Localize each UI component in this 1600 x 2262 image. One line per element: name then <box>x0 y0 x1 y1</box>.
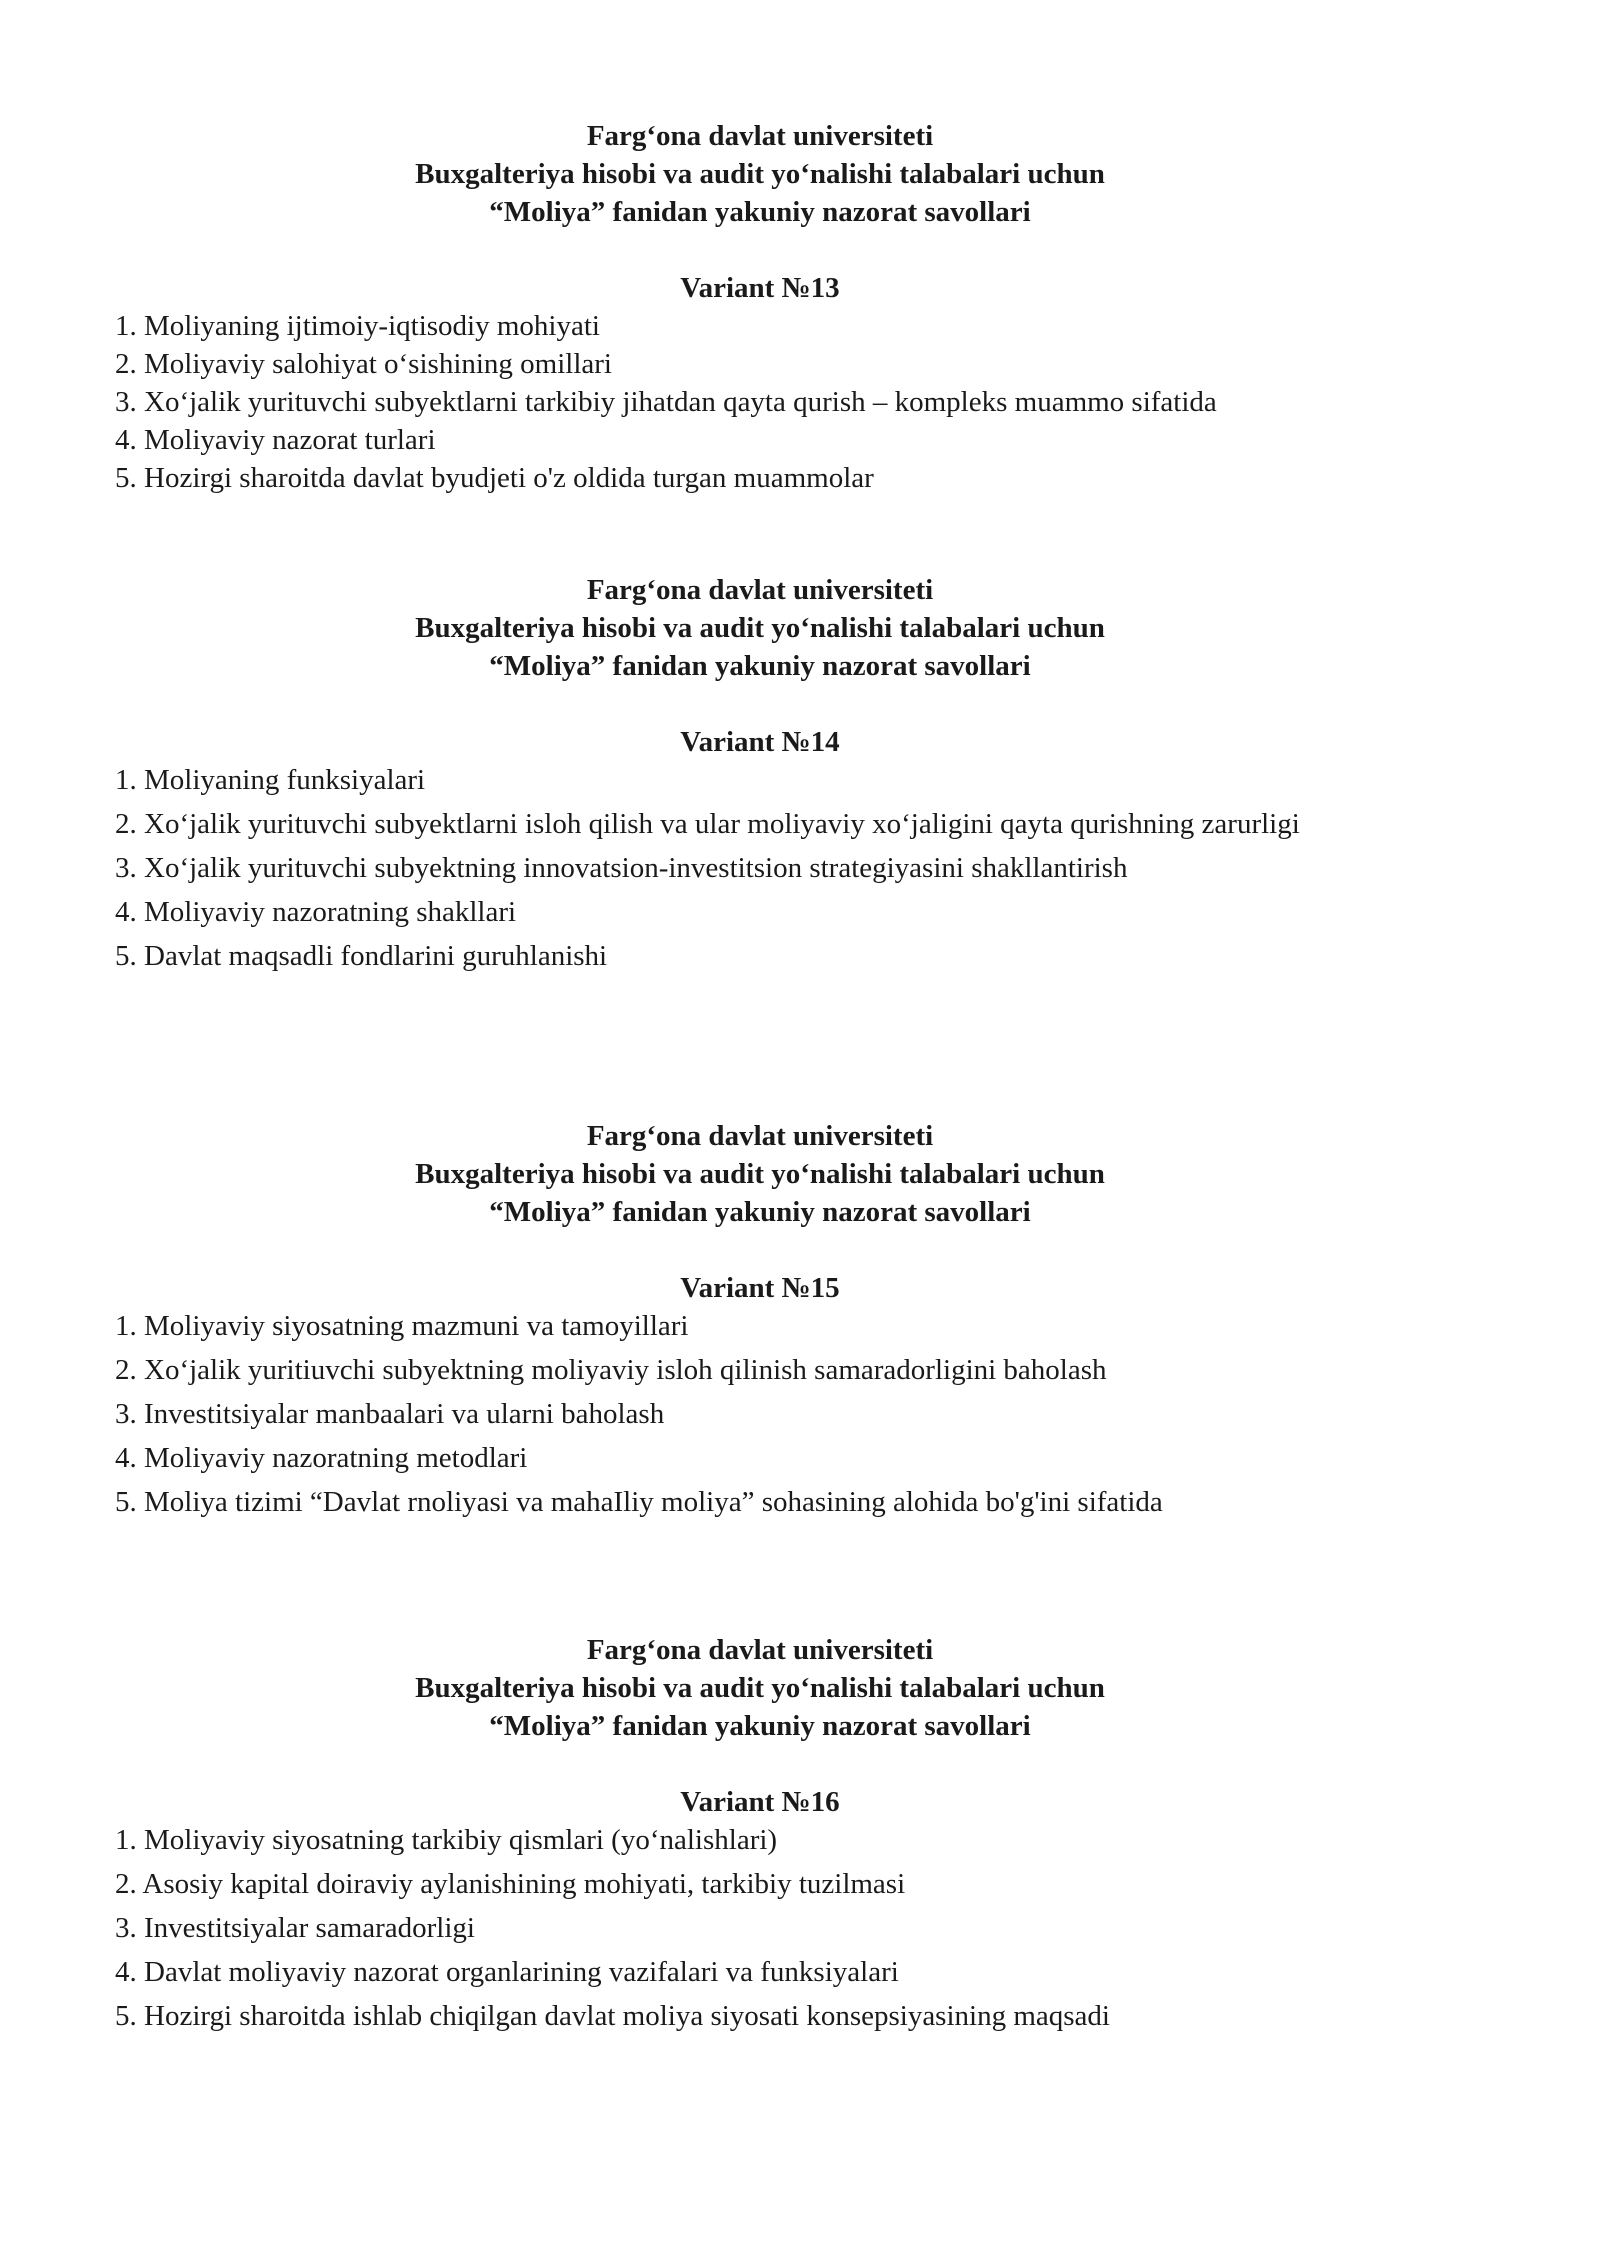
variant-section-13 <box>115 117 1535 497</box>
question-item: 3. Xo‘jalik yurituvchi subyektning innovatsion-investitsion strategiyasini shakllantirish <box>115 852 1128 884</box>
question-item: 3. Investitsiyalar manbaalari va ularni baholash <box>115 1398 665 1430</box>
question-item: 5. Hozirgi sharoitda davlat byudjeti o'z oldida turgan muammolar <box>115 462 874 494</box>
variant-title: Variant №15 <box>680 1272 840 1304</box>
variant-title: Variant №13 <box>680 272 840 304</box>
exam-title: “Moliya” fanidan yakuniy nazorat savollari <box>489 1710 1031 1742</box>
question-item: 5. Hozirgi sharoitda ishlab chiqilgan davlat moliya siyosati konsepsiyasining maqsadi <box>115 2000 1110 2032</box>
program-line: Buxgalteriya hisobi va audit yo‘nalishi talabalari uchun <box>415 612 1105 644</box>
exam-title: “Moliya” fanidan yakuniy nazorat savollari <box>489 650 1031 682</box>
program-line: Buxgalteriya hisobi va audit yo‘nalishi talabalari uchun <box>415 1672 1105 1704</box>
variant-section-15 <box>115 1117 1535 1527</box>
section-header <box>50 1117 1470 1231</box>
question-item: 1. Moliyaviy siyosatning mazmuni va tamoyillari <box>115 1310 689 1342</box>
exam-title: “Moliya” fanidan yakuniy nazorat savollari <box>489 196 1031 228</box>
section-header <box>50 117 1470 231</box>
question-item: 1. Moliyaviy siyosatning tarkibiy qismlari (yo‘nalishlari) <box>115 1824 778 1856</box>
question-list <box>115 761 1535 975</box>
university-name: Farg‘ona davlat universiteti <box>586 1634 934 1666</box>
university-name: Farg‘ona davlat universiteti <box>586 1120 934 1152</box>
question-item: 3. Xo‘jalik yurituvchi subyektlarni tarkibiy jihatdan qayta qurish – kompleks muammo sifatida <box>115 386 1217 418</box>
section-header <box>50 571 1470 685</box>
question-list <box>115 1307 1535 1521</box>
question-item: 1. Moliyaning funksiyalari <box>115 764 426 796</box>
question-list <box>115 1821 1535 2035</box>
program-line: Buxgalteriya hisobi va audit yo‘nalishi talabalari uchun <box>415 1158 1105 1190</box>
question-item: 3. Investitsiyalar samaradorligi <box>115 1912 475 1944</box>
question-item: 2. Xo‘jalik yuritiuvchi subyektning moliyaviy isloh qilinish samaradorligini baholash <box>115 1354 1107 1386</box>
variant-title: Variant №16 <box>680 1786 840 1818</box>
question-item: 4. Moliyaviy nazoratning metodlari <box>115 1442 528 1474</box>
variant-title: Variant №14 <box>680 726 840 758</box>
question-item: 4. Moliyaviy nazoratning shakllari <box>115 896 517 928</box>
question-item: 2. Moliyaviy salohiyat o‘sishining omillari <box>115 348 612 380</box>
question-item: 4. Moliyaviy nazorat turlari <box>115 424 436 456</box>
question-item: 4. Davlat moliyaviy nazorat organlarining vazifalari va funksiyalari <box>115 1956 899 1988</box>
university-name: Farg‘ona davlat universiteti <box>586 120 934 152</box>
question-item: 1. Moliyaning ijtimoiy-iqtisodiy mohiyati <box>115 310 600 342</box>
exam-title: “Moliya” fanidan yakuniy nazorat savollari <box>489 1196 1031 1228</box>
question-item: 2. Xo‘jalik yurituvchi subyektlarni isloh qilish va ular moliyaviy xo‘jaligini qayta qurishning zarurligi <box>115 808 1300 840</box>
program-line: Buxgalteriya hisobi va audit yo‘nalishi talabalari uchun <box>415 158 1105 190</box>
university-name: Farg‘ona davlat universiteti <box>586 574 934 606</box>
question-item: 5. Davlat maqsadli fondlarini guruhlanishi <box>115 940 608 972</box>
section-header <box>50 1631 1470 1745</box>
variant-section-16 <box>115 1631 1535 2041</box>
question-item: 5. Moliya tizimi “Davlat rnoliyasi va mahaIliy moliya” sohasining alohida bo'g'ini sifatida <box>115 1486 1163 1518</box>
question-item: 2. Asosiy kapital doiraviy aylanishining mohiyati, tarkibiy tuzilmasi <box>115 1868 906 1900</box>
question-list <box>115 307 1535 497</box>
variant-section-14 <box>115 571 1535 981</box>
